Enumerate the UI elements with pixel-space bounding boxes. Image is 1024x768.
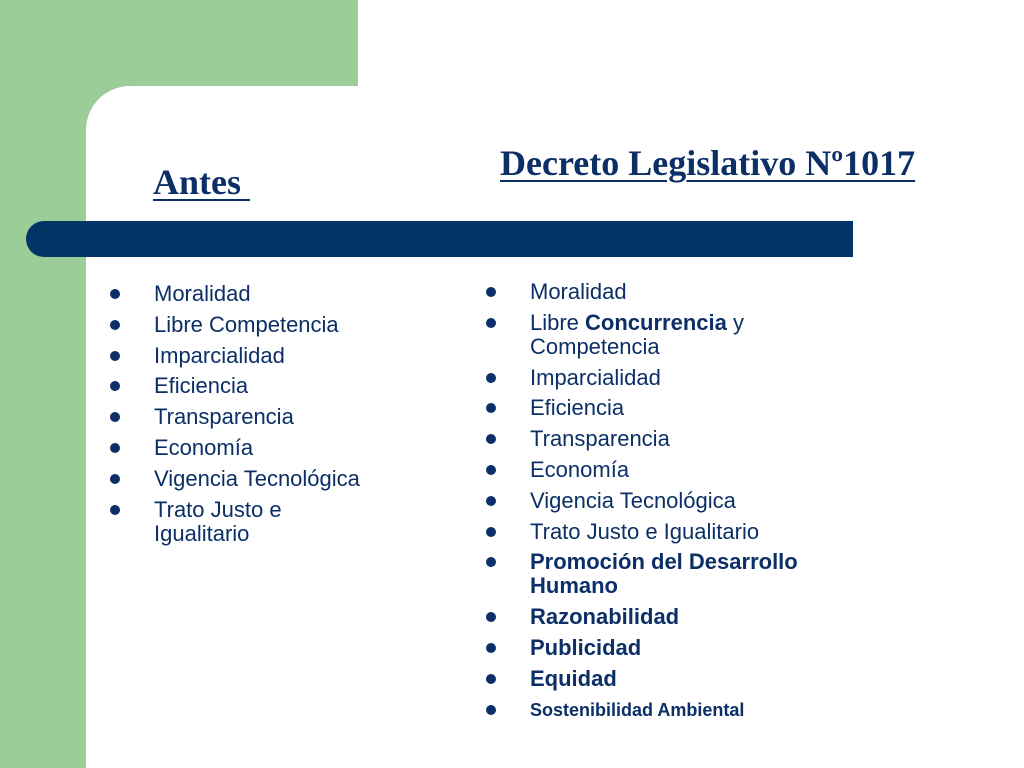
- bullet-icon: [110, 443, 120, 453]
- bullet-icon: [486, 287, 496, 297]
- list-item: Economía: [480, 458, 860, 482]
- list-item: Publicidad: [480, 636, 860, 660]
- list-item: Moralidad: [480, 280, 860, 304]
- bullet-icon: [486, 527, 496, 537]
- bullet-icon: [110, 351, 120, 361]
- right-principles-list: [480, 280, 860, 728]
- bullet-icon: [486, 403, 496, 413]
- heading-decreto: Decreto Legislativo Nº1017: [500, 143, 916, 183]
- list-item: Equidad: [480, 667, 860, 691]
- heading-antes: Antes: [153, 162, 250, 202]
- list-item: Promoción del Desarrollo Humano: [480, 550, 890, 598]
- bullet-icon: [486, 705, 496, 715]
- bullet-icon: [486, 496, 496, 506]
- bullet-icon: [486, 674, 496, 684]
- bullet-icon: [486, 373, 496, 383]
- list-item: Imparcialidad: [480, 366, 860, 390]
- header-divider-band: [26, 221, 853, 257]
- bullet-icon: [486, 318, 496, 328]
- bullet-icon: [110, 381, 120, 391]
- list-item: Eficiencia: [104, 374, 404, 398]
- bullet-icon: [110, 412, 120, 422]
- list-item: Moralidad: [104, 282, 404, 306]
- list-item: Imparcialidad: [104, 344, 404, 368]
- list-item: Transparencia: [104, 405, 404, 429]
- list-item: Sostenibilidad Ambiental: [480, 698, 860, 722]
- list-item: Trato Justo e Igualitario: [104, 498, 324, 546]
- bullet-icon: [486, 434, 496, 444]
- bullet-icon: [486, 465, 496, 475]
- list-item: Transparencia: [480, 427, 860, 451]
- bullet-icon: [110, 505, 120, 515]
- bullet-icon: [110, 289, 120, 299]
- list-item: Razonabilidad: [480, 605, 860, 629]
- list-item: Vigencia Tecnológica: [480, 489, 860, 513]
- bullet-icon: [110, 474, 120, 484]
- bullet-icon: [486, 612, 496, 622]
- bullet-icon: [486, 643, 496, 653]
- bullet-icon: [110, 320, 120, 330]
- list-item: Libre Competencia: [104, 313, 404, 337]
- bullet-icon: [486, 557, 496, 567]
- left-principles-list: [104, 282, 404, 552]
- list-item: Trato Justo e Igualitario: [480, 520, 860, 544]
- list-item: Libre Concurrencia y Competencia: [480, 311, 800, 359]
- list-item: Economía: [104, 436, 404, 460]
- list-item: Vigencia Tecnológica: [104, 467, 404, 491]
- list-item: Eficiencia: [480, 396, 860, 420]
